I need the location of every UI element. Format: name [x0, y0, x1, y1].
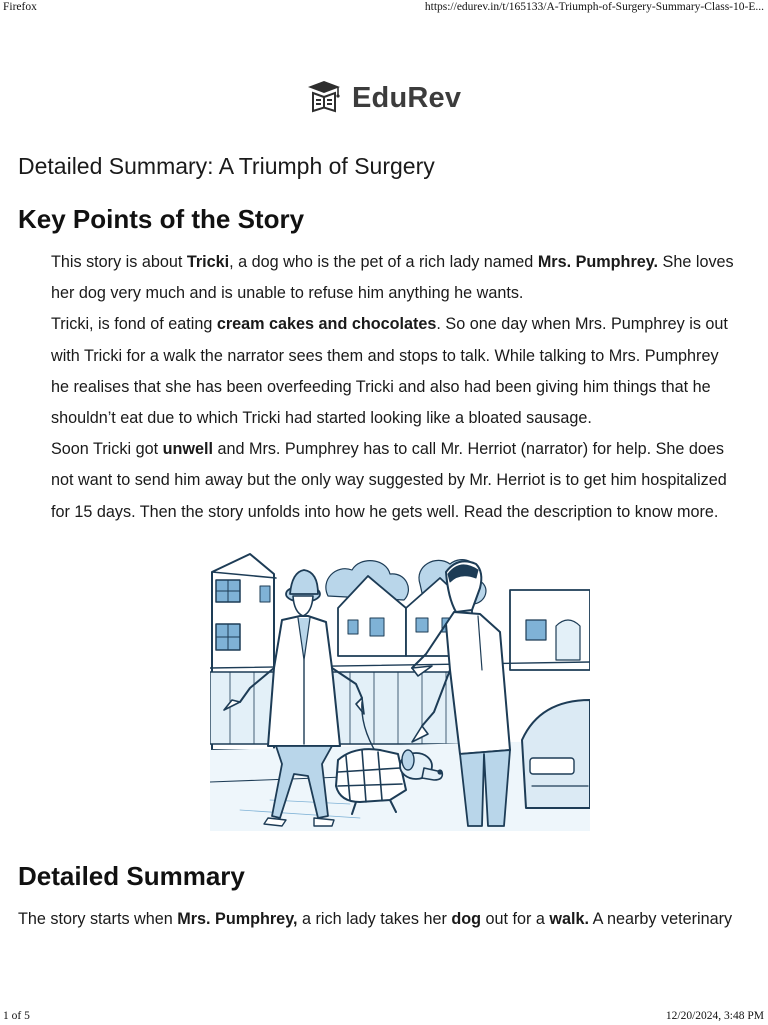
text-run: Soon Tricki got	[51, 440, 163, 459]
text-run: a rich lady takes her	[297, 910, 452, 928]
page-url[interactable]: https://edurev.in/t/165133/A-Triumph-of-Surgery-Summary-Class-10-E...	[424, 1, 764, 13]
logo-wordmark: EduRev	[352, 81, 462, 114]
bold-text-run: Mrs. Pumphrey,	[177, 910, 298, 928]
text-run: Tricki, is fond of eating	[51, 315, 217, 334]
key-points-body	[51, 247, 751, 528]
detailed-summary-first-line	[18, 904, 758, 935]
print-timestamp: 12/20/2024, 3:48 PM	[665, 1010, 764, 1022]
text-run: The story starts when	[18, 910, 178, 928]
text-run: he realises that she has been overfeeding Tricki and also had been giving him things that he	[51, 377, 711, 396]
graduation-cap-book-icon	[306, 78, 342, 119]
bold-text-run: dog	[451, 910, 482, 928]
bold-text-run: Mrs. Pumphrey.	[537, 253, 659, 271]
text-run: and Mrs. Pumphrey has to call Mr. Herriot (narrator) for help. She does	[212, 440, 724, 459]
document-title: Detailed Summary: A Triumph of Surgery	[18, 153, 435, 179]
edurev-logo[interactable]	[306, 78, 461, 118]
text-run: out for a	[481, 910, 550, 928]
text-run: for 15 days. Then the story unfolds into how he gets well. Read the description to know more.	[51, 502, 719, 521]
key-point-paragraph	[51, 434, 751, 528]
bold-text-run: walk.	[549, 910, 590, 928]
text-run: She loves	[658, 253, 734, 271]
text-run: not want to send him away but the only way suggested by Mr. Herriot is to get him hospitalized	[51, 471, 727, 490]
text-run: , a dog who is the pet of a rich lady named	[229, 253, 538, 271]
bold-text-run: cream cakes and chocolates	[216, 315, 437, 334]
bold-text-run: unwell	[162, 440, 213, 459]
print-header	[0, 0, 768, 16]
detailed-summary-heading: Detailed Summary	[18, 861, 245, 891]
text-run: with Tricki for a walk the narrator sees them and stops to talk. While talking to Mrs. Pumphrey	[51, 346, 719, 365]
key-point-paragraph	[51, 309, 751, 434]
key-points-heading: Key Points of the Story	[18, 204, 305, 234]
print-footer	[0, 1009, 768, 1025]
browser-app-name: Firefox	[3, 1, 37, 13]
story-illustration	[210, 550, 590, 831]
text-run: This story is about	[51, 253, 187, 271]
text-run: A nearby veterinary	[589, 910, 733, 928]
page-indicator: 1 of 5	[3, 1010, 30, 1022]
text-run: . So one day when Mrs. Pumphrey is out	[436, 315, 728, 334]
text-run: her dog very much and is unable to refuse him anything he wants.	[51, 284, 524, 303]
bold-text-run: Tricki	[186, 253, 230, 271]
key-point-paragraph	[51, 247, 751, 309]
text-run: shouldn’t eat due to which Tricki had started looking like a bloated sausage.	[51, 409, 592, 428]
